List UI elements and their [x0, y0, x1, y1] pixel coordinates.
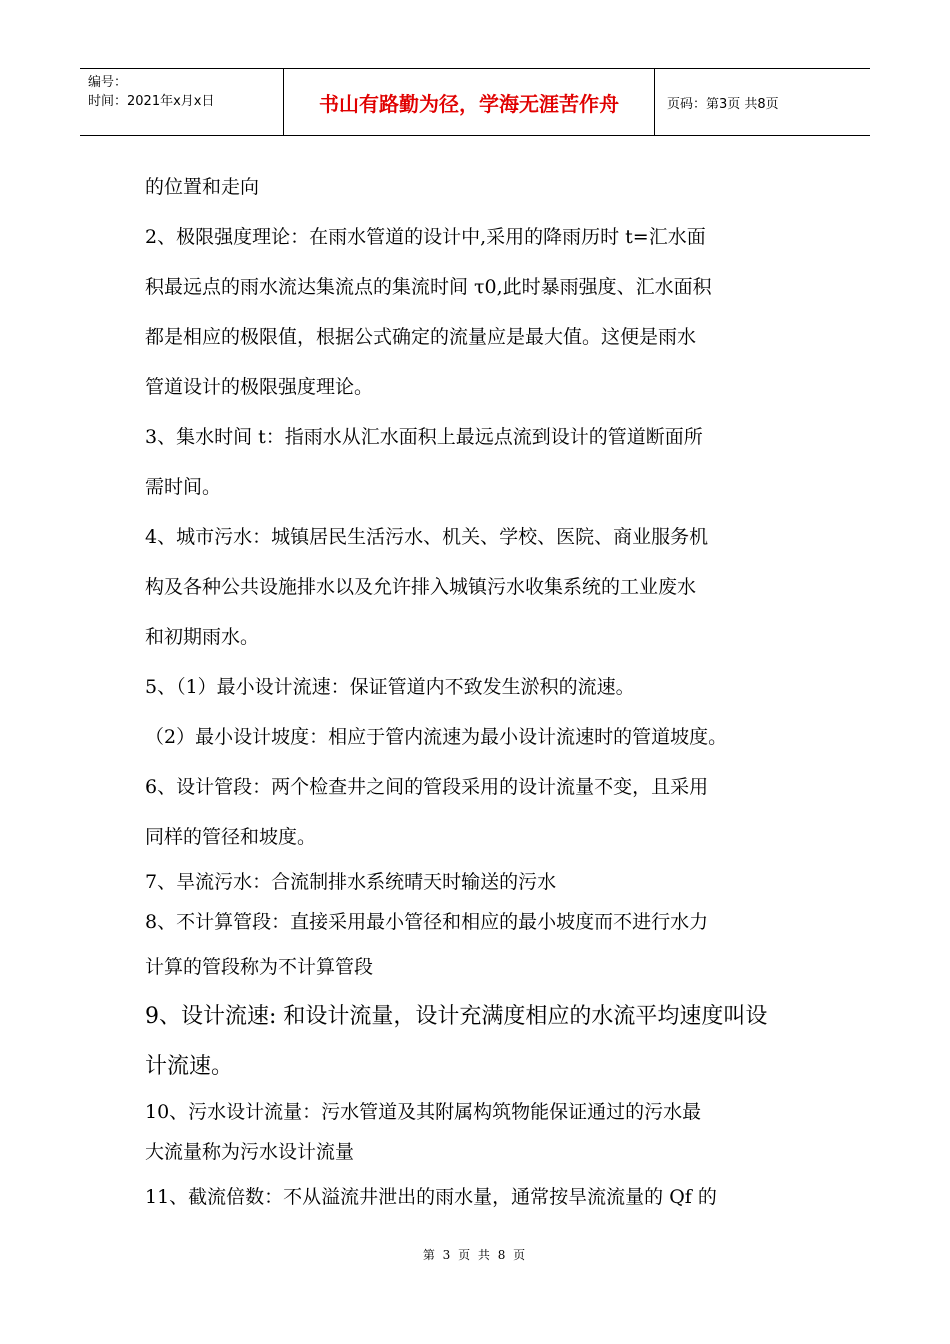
paragraph-line: 2、极限强度理论：在雨水管道的设计中,采用的降雨历时 t=汇水面: [145, 226, 706, 248]
page-footer: 第 3 页 共 8 页: [422, 1248, 528, 1262]
header-meta: [80, 69, 283, 135]
number-label: 编号：: [88, 75, 128, 90]
paragraph-line: 7、旱流污水：合流制排水系统晴天时输送的污水: [145, 871, 557, 893]
paragraph-line: 需时间。: [145, 476, 222, 498]
paragraph-line: 5、（1）最小设计流速：保证管道内不致发生淤积的流速。: [145, 676, 635, 698]
paragraph-line: 都是相应的极限值，根据公式确定的流量应是最大值。这便是雨水: [145, 326, 697, 348]
header-motto: 书山有路勤为径，学海无涯苦作舟: [283, 69, 655, 135]
paragraph-line: 计流速。: [145, 1054, 234, 1079]
paragraph-line: 计算的管段称为不计算管段: [145, 956, 374, 978]
paragraph-line: 10、污水设计流量：污水管道及其附属构筑物能保证通过的污水最: [145, 1101, 702, 1123]
paragraph-line: 9、设计流速: 和设计流量，设计充满度相应的水流平均速度叫设: [145, 1004, 768, 1029]
page-header: [80, 68, 870, 136]
paragraph-line: 4、城市污水：城镇居民生活污水、机关、学校、医院、商业服务机: [145, 526, 709, 548]
document-body: [145, 162, 825, 1222]
paragraph-line: 管道设计的极限强度理论。: [145, 376, 374, 398]
paragraph-line: 6、设计管段：两个检查井之间的管段采用的设计流量不变，且采用: [145, 776, 709, 798]
paragraph-line: 和初期雨水。: [145, 626, 260, 648]
date-label: 时间：2021年x月x日: [88, 94, 215, 109]
paragraph-line: 11、截流倍数：不从溢流井泄出的雨水量，通常按旱流流量的 Qf 的: [145, 1186, 717, 1208]
paragraph-line: 积最远点的雨水流达集流点的集流时间 τ0,此时暴雨强度、汇水面积: [145, 276, 712, 298]
paragraph-line: 同样的管径和坡度。: [145, 826, 317, 848]
header-page-info: 页码：第3页 共8页: [667, 96, 779, 112]
paragraph-line: 构及各种公共设施排水以及允许排入城镇污水收集系统的工业废水: [145, 576, 697, 598]
paragraph-line: 大流量称为污水设计流量: [145, 1141, 355, 1163]
paragraph-line: 8、不计算管段：直接采用最小管径和相应的最小坡度而不进行水力: [145, 911, 709, 933]
paragraph-line: 的位置和走向: [145, 176, 260, 198]
paragraph-line: 3、集水时间 t：指雨水从汇水面积上最远点流到设计的管道断面所: [145, 426, 703, 448]
paragraph-line: （2）最小设计坡度：相应于管内流速为最小设计流速时的管道坡度。: [145, 726, 728, 748]
